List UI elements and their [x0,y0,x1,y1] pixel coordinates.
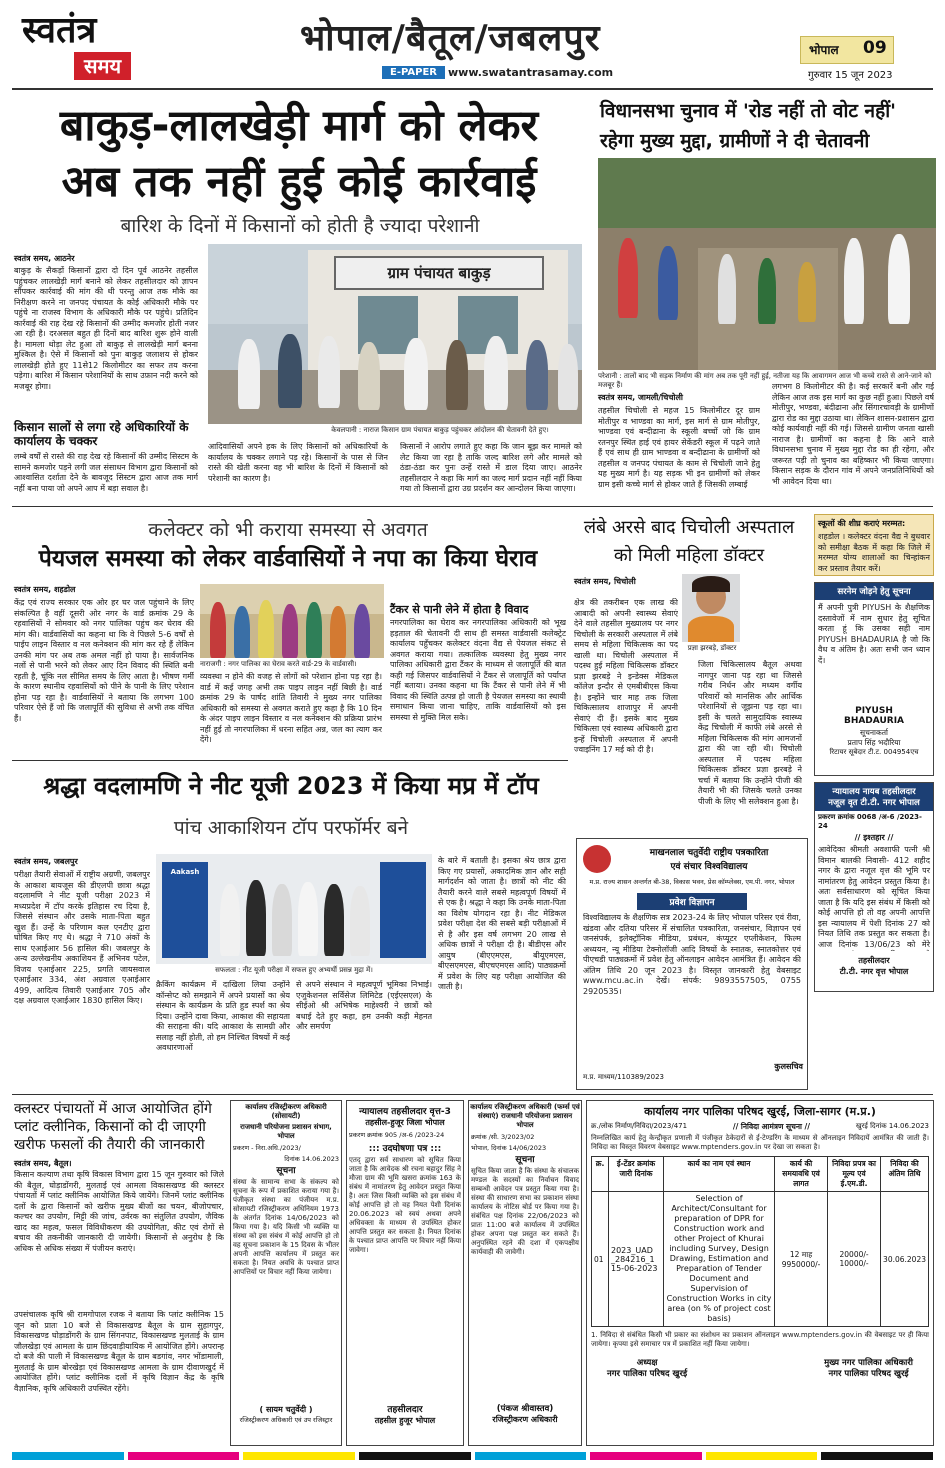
court-notice-header [815,783,933,811]
rule-3 [12,1094,933,1095]
university-name2: एवं संचार विश्वविद्यालय [670,862,748,872]
name-change-notice [814,582,934,776]
tender-sign-right2: नगर पालिका परिषद खुरई [828,1369,909,1379]
tehsil-notice-2 [346,1100,464,1446]
cluster-byline: स्वतंत्र समय, बैतूल। [14,1159,72,1168]
lead-headline-line1: बाकुड़-लालखेड़ी मार्ग को लेकर [59,101,539,151]
th-last-date: निविदा की अंतिम तिथि [881,1157,929,1192]
masthead-rule [12,88,933,90]
notice1-sign: ( सायम चतुर्वेदी ) [259,1405,313,1414]
lead-subheading: किसान सालों से लगा रहे अधिकारियों के कार्यालय के चक्कर [14,420,189,448]
td-tender-no: 2023_UAD _284216_1 15-06-2023 [609,1192,664,1327]
water-body-col1: केंद्र एवं राज्य सरकार एक ओर हर घर जल पहुंचाने के लिए संकल्पित है वहीं दूसरी ओर नगर के वार्ड क्रमांक 29 के रहवासियों ने सोमवार को नगर पालिका पहुंच कर घेराव की मांग की। वार्डवासियों का कहना था कि वे पिछले 5-6 वर्षों से पाईप लाइन विस्तार व नल कनेक्शन की मांग कर रहे हैं लेकिन उनकी मांग पर अब तक अमल नहीं हो पाया है। सार्वजनिक नलों से पानी भरने को लेकर आए दिन विवाद की स्थिति बनी रहती है, चूंकि नल सीमित समय के लिए आता है। भीषण गर्मी के कारण स्थानीय रहवासियों को पीने के पानी के लिए परेशान होना पड़ रहा है। वार्डवासियों ने बताया कि लगभग 100 परिवार ऐसे हैं जो कि जलापूर्ति की सुविधा से अभी तक वंचित हैं। [14,598,194,723]
logo [22,8,162,86]
water-photo [200,584,384,658]
gram-panchayat-sign [334,256,544,290]
cluster-headline-line2: प्लांट क्लीनिक, किसानों को दी जाएगी [14,1119,206,1135]
lead-body-col3: किसानों ने आरोप लगाते हुए कहा कि जान बूझ कर मामले को लेट किया जा रहा है ताकि जल्द बारिश लगे और मामले को ठंडा-ठंडा कर पुनः उन्हें रास्ते में डाल दिया जाए। आठनेर तहसीलदार ने कहा कि मार्ग का जल्द मार्ग प्रदान नहीं नहीं किया गया तो किसानों द्वारा उग्र प्रदर्शन कर आन्दोलन किया जाएगा। [400,442,582,493]
doctor-photo-caption: प्रज्ञा झरबड़े, डॉक्टर [687,644,737,652]
name-change-sign: प्रताप सिंह भदौरिया [847,738,901,747]
tender-date: खुरई दिनांक 14.06.2023 [855,1122,929,1130]
school-repair-box [814,514,934,576]
notice3-case: क्रमांक /सी. 3/2023/02 [471,1133,535,1141]
rule-2 [12,760,568,761]
doctor-headline-line1: लंबे अरसे बाद चिचोली अस्पताल [583,517,795,538]
water-photo-caption: नाराजगी : नगर पालिका का घेराव करते वार्ड-29 के वार्डवासी। [200,660,357,668]
td-period: 12 माह 9950000/- [775,1192,828,1327]
society-notice-1 [230,1100,342,1446]
neet-banner-left [162,862,208,958]
court-notice-case: प्रकरण क्रमांक 0068 /अ-6 /2023-24 [818,813,922,830]
th-work: कार्य का नाम एवं स्थान [664,1157,775,1192]
rule-1 [12,506,933,507]
school-repair-body: शहडोल । कलेक्टर वंदना वैद्य ने बुधवार को समीक्षा बैठक में कहा कि जिले में मरम्मत योग्य शालाओं का चिन्हांकन कर प्रस्ताव तैयार करें। [818,532,930,572]
doctor-photo [682,574,740,642]
tender-sign-left1: अध्यक्ष [636,1358,658,1368]
water-body-col3: नगरपालिका का घेराव कर नगरपालिका अधिकारी को भूख हड़ताल की चेतावनी दी साथ ही समस्त वार्डवासी कलेक्ट्रेट कार्यालय पहुँचकर कलेक्टर वंदना वैद्य से पेयजल संकट से अवगत कराया गया। तत्कालिक व्यवस्था हेतु मुख्य नगर पालिका अधिकारी द्वारा टैंकर के माध्यम से जलापूर्ति की बात कही गई जिसपर वार्डवासियों ने टैंकर से जलापूर्ति को पर्याप्त नहीं बताया। उनका कहना था कि टैंकर से पानी लेने में भी विवाद की स्थिति उत्पन्न हो जाती है पेयजल समस्या का स्थायी समाधान किया जाना चाहिए, ताकि वार्डवासियों को इस समस्या से मुक्ति मिल सके। [390,618,566,722]
lead-body-col2: आदिवासियों अपने हक के लिए किसानों को अधिकारियों के कार्यालय के चक्कर लगाने पड़ रहे। किसानों के पास से जिन रास्ते की खेती करना वह भी बारिश के दिनों में किसानों को परेशानी का कारण है। [208,442,388,483]
road-body-col1: तहसील चिचोली से महज 15 किलोमीटर दूर ग्राम मोतीपुर व भाण्डवा का मार्ग, इस मार्ग से ग्राम मोतीपुर, भाण्डवा एवं बन्दीढाना के स्कूली बच्चों जो कि ग्राम रतनपुर स्थित हाई एवं हायर सेकेंडरी स्कूल में पढ़ने जाते हैं एवं साथ ही ग्राम भाण्डवा व बन्दीढाना के ग्रामीणों को तहसील व जनपद पंचायत के काम से चिचोली जाने हेतु यह मुख्य मार्ग है। यह सड़क भी इन ग्रामीणों को लेकर ग्राम इसी कच्चे मार्ग से होकर जाते हैं जिसकी लम्बाई [598,406,760,489]
logo-top: स्वतंत्र [22,9,97,51]
neet-body-col3: से अपने संस्थान ने महत्वपूर्ण भूमिका निभाई। एजुकेशनल सर्विसेज लिमिटेड (एईएसएल) के सीईओ श्री अभिषेक माहेश्वरी ने छात्रों को बधाई देते हुए कहा, हम उनकी कड़ी मेहनत और समर्पण [296,980,432,1031]
th-period: कार्य की समयावधि एवं लागत [775,1157,828,1192]
court-notice-sign2: टी.टी. नगर वृत्त भोपाल [839,967,909,976]
road-byline: स्वतंत्र समय, जामली/चिचोली [598,393,683,402]
neet-photo [156,854,432,964]
notice3-sign: (पंकज श्रीवास्तव) [496,1404,554,1414]
website[interactable]: www.swatantrasamay.com [448,66,614,79]
logo-bottom: समय [74,52,131,80]
edition-title: भोपाल/बैतूल/जबलपुर [300,18,601,59]
lead-body-col1: बाकुड़ के सैकड़ों किसानों द्वारा दो दिन पूर्व आठनेर तहसील पहुंचकर लालखेड़ी मार्ग बनाने को लेकर तहसीलदार को ज्ञापन सौंपकर कार्रवाई की मांग की थी परन्तु आज तक मौके का निरीक्षण करने ना जनपद पंचायत के कोई अधिकारी मौके पर पहुंचे ना राजस्व विभाग के अधिकारी मौके पर पहुंचे। प्रतिदिन कार्रवाई की राह देख रहे किसानों की उम्मीद कमजोर होती नजर आ रही है। दरअसल बहुत ही दिनों बाद बारिश शुरू होने वाली है। मामला थोड़ा लेट हुआ तो बाकुड़ से लालखेड़ी मार्ग बनना मुश्किल है। ऐसे में किसानों को पुनः बाकुड़ जलाशय से होकर लालखेड़ी होते हुए 11से12 किलोमीटर का सफर तय करना पड़ेगा। बारिश में किसान परेशानियों के साथ उफ़ान नदी करने को मजबूर होगा। [14,266,198,391]
td-sn: 01 [592,1192,609,1327]
name-change-sign-label: सूचनाकर्ता [860,728,888,737]
masthead [0,0,945,92]
name-change-body: मैं अपनी पुत्री PIYUSH के शैक्षणिक दस्तावेजों में नाम सुधार हेतु सूचित करता हूं कि उसका सही नाम PIYUSH BHADAURIA है जो कि वैध व अंतिम है। अतः सभी जन ध्यान दें। [818,603,930,665]
name-change-name1: PIYUSH [855,706,893,716]
court-notice-sign1: तहसीलदार [858,956,890,965]
notice1-case: प्रकरण - निरा.अधि./2023/ [233,1144,301,1152]
society-notice-3 [468,1100,582,1446]
university-logo [583,845,611,873]
issue-date: गुरुवार 15 जून 2023 [808,70,893,81]
tender-intro: निम्नलिखित कार्य हेतु केन्द्रीकृत प्रणाली में पंजीकृत ठेकेदारों से ई-टेण्डरिंग के माध्यम से ऑनलाइन निविदायें आमंत्रित की जाती हैं। निविदा का विस्तृत विवरण वेबसाइट www.mptenders.gov.in पर देखा जा सकता है। [591,1134,929,1151]
notice3-body: सूचित किया जाता है कि संस्था के संचालक मण्डल के सदस्यों का निर्वाचन विवाद सम्बन्धी आवेदन पत्र प्रस्तुत किया गया है। संस्था की साधारण सभा का प्रकाशन संस्था कार्यालय के नोटिस बोर्ड पर किया गया है। संबंधित पक्ष दिनांक 22/06/2023 को प्रातः 11:00 बजे कार्यालय में उपस्थित होकर अपना पक्ष प्रस्तुत कर सकते हैं। अनुपस्थित रहने की दशा में एकपक्षीय कार्यवाही की जावेगी। [471,1167,579,1256]
court-notice-title2: नजूल वृत टी.टी. नगर भोपाल [828,798,920,808]
tender-note: 1. निविदा से संबंधित किसी भी प्रकार का संशोधन का प्रकाशन ऑनलाइन www.mptenders.gov.in की वेबसाइट पर ही किया जायेगा। कृपया इसे समाचार पत्र में प्रकाशित नहीं किया जायेगा। [591,1331,929,1348]
tender-header-row [592,1157,929,1192]
doctor-byline: स्वतंत्र समय, चिचोली [574,577,636,586]
court-notice-heading: // इश्तहार // [854,833,894,842]
notice3-title2: संस्थाएं) राजधानी परियोजना प्रशासन भोपाल [477,1112,573,1129]
tender-table [591,1156,929,1327]
notice3-date: भोपाल, दिनांक 14/06/2023 [471,1144,547,1152]
notice2-heading: ::: उदघोषणा पत्र ::: [368,1144,442,1154]
th-fee: निविदा प्रपत्र का मूल्य एवं ई.एम.डी. [828,1157,881,1192]
lead-body-col1b: लम्बे वर्षों से रास्ते की राह देख रहे किसानों की उम्मीद सिस्टम के सामने कमजोर पड़ने लगी जल संसाधन विभाग द्वारा किसानों को आश्वासित दर्शाता देने के बावजूद सिस्टम द्वारा आज तक मार्ग नहीं बना पाया जो अपने आप में बड़ा सवाल है। [14,452,198,493]
notice2-sign: तहसीलदार [387,1405,423,1415]
court-notice-body: आवेदिका श्रीमती अवशाफी पत्नी श्री विमान बालकी निवासी- 412 शहीद नगर के द्वारा नजूल वृत्त की भूमि पर नामांतरण हेतु आवेदन प्रस्तुत किया है। अतः सर्वसाधारण को सूचित किया जाता है कि यदि इस संबंध में किसी को कोई आपत्ति हो तो वह अपनी आपत्ति इस न्यायालय में पेशी दिनांक 27 को नियत तिथि तक प्रस्तुत कर सकता है। आज दिनांक 13/06/23 को मेरे [818,845,930,949]
notice1-sign2: रजिस्ट्रीकरण अधिकारी एवं उप रजिस्ट्रार [239,1416,333,1424]
school-repair-title: स्कूलों की शीघ्र कराएं मरम्मत: [818,519,906,528]
table-row [592,1192,929,1327]
lead-headline-line2: अब तक नहीं हुई कोई कार्रवाई [61,157,537,207]
notice2-case: प्रकरण क्रमांक 905 /अ-6 /2023-24 [349,1131,445,1139]
sign-text: ग्राम पंचायत बाकुड़ [387,264,491,282]
name-change-name2: BHADAURIA [843,716,905,726]
water-byline: स्वतंत्र समय, शहडोल [14,585,76,594]
university-name1: माखनलाल चतुर्वेदी राष्ट्रीय पत्रकारिता [649,848,769,858]
water-kicker: कलेक्टर को भी कराया समस्या से अवगत [148,519,428,541]
page-number: 09 [863,38,887,58]
university-body: विश्वविद्यालय के शैक्षणिक सत्र 2023-24 के लिए भोपाल परिसर एवं रीवा, खंडवा और दतिया परिसर में संचालित पत्रकारिता, जनसंचार, विज्ञापन एवं जनसंपर्क, इलेक्ट्रॉनिक मीडिया, प्रबंधन, कंप्यूटर एप्लीकेशन, फिल्म अध्ययन, न्यू मीडिया टेक्नोलॉजी आदि विषयों के स्नातक, स्नातकोत्तर एवं पीएचडी पाठ्यक्रमों में प्रवेश हेतु ऑनलाइन आवेदन आमंत्रित हैं। आवेदन की अंतिम तिथि 20 जून 2023 है। विस्तृत जानकारी हेतु वेबसाइट www.mcu.ac.in देखें। संपर्क: 9893557505, 0755 2920535। [583,913,801,996]
td-last-date: 30.06.2023 [881,1192,929,1327]
lead-photo [208,244,582,424]
notice2-title1: न्यायालय तहसीलदार वृत्त-3 [359,1107,451,1117]
notice1-heading: सूचना [276,1166,296,1176]
notice3-sign2: रजिस्ट्रीकरण अधिकारी [492,1415,558,1424]
neet-body-col2: क्रैकिंग कार्यक्रम में दाखिला लिया उन्होंने कॉन्सेप्ट को समझाने में अपने प्रयासों का श्रेय संस्थान के कार्यक्रम के प्रति हुड स्पर्श का श्रेय दिया। उन्होंने दावा किया, आकाश की सहायता की सराहना की। यदि आकाश के सामग्री और सलाह नहीं होती, तो हम निश्चित विषयों में कई अवधारणाओं [156,980,290,1052]
cluster-body2: उपसंचालक कृषि श्री रामगोपाल रजक ने बताया कि प्लांट क्लीनिक 15 जून को प्रातः 10 बजे से विकासखण्ड बैतूल के ग्राम सुहागपुर, विकासखण्ड घोड़ाडोंगरी के ग्राम सिंगनपाट, विकासखण्ड मुलताई के ग्राम जौलखेड़ा एवं आमला के ग्राम छिंदवाड़ीयायिक में आयोजित होंगे। अपरान्ह दो बजे की पाली में विकासखण्ड बैतूल के ग्राम बडगांव, नगर भोंडामाली, मुलताई के ग्राम बोरखेड़ा एवं विकासखण्ड आमला के ग्राम दीवाणखुर्द में आयोजित होंगे। प्लांट क्लीनिक दलों में कृषि विज्ञान केंद्र के कृषि वैज्ञानिक, कृषि अधिकारी उपस्थित रहेंगे। [14,1310,224,1393]
lead-subhead: बारिश के दिनों में किसानों को होती है ज्यादा परेशानी [120,215,480,237]
epaper-badge: E-PAPER [382,66,445,79]
td-work: Selection of Architect/Consultant for preparation of DPR for Construction work and other Project of Khurai including Survey, Design Drawing, Estimation and Preparation of Tender Document and Supervision of Construction Works in city area (on % of project cost basis) [664,1192,775,1327]
water-subheading: टैंकर से पानी लेने में होता है विवाद [390,603,529,616]
notice1-date: दिनांक 14.06.2023 [284,1155,339,1163]
cluster-headline-line3: खरीफ फसलों की तैयारी की जानकारी [14,1137,205,1153]
tender-sign-right1: मुख्य नगर पालिका अधिकारी [824,1358,913,1368]
cluster-body1: किसान कल्याण तथा कृषि विकास विभाग द्वारा 15 जून गुरुवार को जिले की बैतूल, घोड़ाडोंगरी, मुलताई एवं आमला विकासखण्ड की क्लस्टर पंचायतों में प्लांट क्लीनिक आयोजित किये जायेंगे। जिनमें प्लांट क्लीनिक दलों के द्वारा किसानों को खरीफ मुख्य बीजों का चयन, बीजोपचार, कल्चर का उपयोग, मिट्टी की जांच, उर्वरक का संतुलित उपयोग, जैविक खाद का महत्व, फसल विविधीकरण की उपयोगिता, कीट एवं रोगों से बचाव की तकनीकी जानकारी दी जायेगी। किसानों से अनुरोध है कि अधिक से अधिक संख्या में पंजीयन कराएं। [14,1170,224,1253]
th-tender-no: ई-टेंडर क्रमांक जारी दिनांक [609,1157,664,1192]
name-change-sign2: रिटायर सूबेदार टी.ट. 004954एच [829,748,919,756]
neet-body-col1: परीक्षा तैयारी सेवाओं में राष्ट्रीय अग्रणी, जबलपुर के आकाश बायजूस की डीएलपी छात्रा श्रद्धा वदलामणि ने नीट यूजी परीक्षा 2023 में मध्यप्रदेश में टॉप करके इतिहास रच दिया है, जिससे संस्थान और उसके माता-पिता बहुत खुश हैं। उन्हें के परिणाम कल एनटीए द्वारा घोषित किए गए थे। श्रद्धा ने 710 अंकों के साथ एआईआर 56 हासिल की। जबलपुर के अन्य उल्लेखनीय अकाशियन हैं अभिनव पटेल, विजय एआईआर 225, प्रगति जायसवाल एआईआर 334, अंश अग्रवाल एआईआर 499, आदित्य तिवारी एआईआर 705 और दक्ष अग्रवाल एआईआर 1830 हासिल किए। [14,870,150,1005]
lead-byline: स्वतंत्र समय, आठनेर [14,254,75,263]
color-registration-strip [12,1452,933,1460]
doctor-headline-line2: को मिली महिला डॉक्टर [613,545,765,566]
university-address: म.प्र. राज्य शासन अन्तर्गत बी-38, विकास भवन, प्रेस कॉम्प्लेक्स, एम.पी. नगर, भोपाल [589,878,795,886]
neet-subhead: पांच आकाशियन टॉप परफॉर्मर बने [173,817,409,839]
neet-banner-text: Aakash [170,868,200,876]
road-photo [598,158,936,370]
road-headline-line2: रहेगा मुख्य मुद्दा, ग्रामीणों ने दी चेतावनी [600,130,870,152]
city: भोपाल [809,43,839,57]
university-ref: म.प्र. माध्यम/110389/2023 [583,1073,664,1081]
notice1-title1: कार्यालय रजिस्ट्रीकरण अधिकारी (सोसायटी) [245,1103,327,1120]
name-change-title: सरनेम जोड़ने हेतु सूचना [815,583,933,600]
water-headline: पेयजल समस्या को लेकर वार्डवासियों ने नपा का किया घेराव [38,546,538,572]
tender-heading: // निविदा आमंत्रण सूचना // [732,1122,811,1131]
tender-ref: क्र./लोक निर्माण/निविदा/2023/471 [591,1122,688,1130]
notice2-sign2: तहसील हुजूर भोपाल [374,1416,436,1425]
university-heading: प्रवेश विज्ञापन [637,893,747,910]
university-sign: कुलसचिव [774,1062,803,1071]
neet-banner-right [380,862,426,958]
court-notice [814,782,934,992]
road-photo-caption: परेशानी : तालों बाद भी सड़क निर्माण की मांग अब तक पूरी नहीं हुई, नतीजा यह कि आवागमन आज भी कच्चे रास्ते से आने-जाने को मजबूर हैं। [598,372,932,389]
water-body-col2: व्यवस्था न होने की वजह से लोगों को परेशान होना पड़ रहा है। वार्ड में कई जगह अभी तक पाइप लाइन नहीं बिछी है। वार्ड क्रमांक 29 के पार्षद शांति तिवारी ने मुख्य नगर पालिका अधिकारी को समस्या से अवगत कराते हुए कहा है कि 10 दिन के अंदर पाइप लाइन विस्तार व नल कनेक्शन की प्रक्रिया प्रारंभ नहीं हुई तो नगरपालिका में धरना सहित अन्न, जल का त्याग कर देंगे। [200,672,382,744]
doctor-body-col1: क्षेत्र की तकरीबन एक लाख की आबादी को अपनी स्वास्थ्य सेवाएं देने वाले तहसील मुख्यालय पर नगर चिचोली के सरकारी अस्पताल में लंबे समय से महिला चिकित्सक का पद खाली था। चिचोली अस्पताल में पदस्थ हुई महिला चिकित्सक डॉक्टर प्रज्ञा झरबड़े ने इन्डेक्स मेडिकल कॉलेज इन्दौर से एमबीबीएस किया है। इन्होंने चार माह तक जिला चिकित्सालय शाजापुर में अपनी सेवाएं दी हैं। इसके बाद मुख्य चिकित्सा एवं स्वास्थ्य अधिकारी द्वारा इन्हें चिचोली अस्पताल में अपनी ज्वाइनिंग 17 मई को दी है। [574,598,678,754]
cluster-headline-line1: क्लस्टर पंचायतों में आज आयोजित होंगे [14,1101,212,1117]
tender-notice [586,1100,934,1446]
court-notice-title1: न्यायालय नायब तहसीलदार [832,787,916,797]
notice3-title1: कार्यालय रजिस्ट्रीकरण अधिकारी (फर्म्स एवं [470,1103,580,1111]
city-badge [800,36,894,64]
neet-photo-caption: सफलता : नीट यूजी परीक्षा में सफल हुए अभ्यर्थी प्रसन्न मुद्रा में। [215,966,373,974]
th-sn: क्र. [592,1157,609,1192]
neet-byline: स्वतंत्र समय, जबलपुर [14,857,78,866]
doctor-body-col2: जिला चिकित्सालय बैतूल अथवा नागपुर जाना पड़ रहा था जिससे गरीब निर्धन और मध्यम वर्गीय परिवारों को मानसिक और आर्थिक परेशानियों से जूझना पड़ रहा था। इसी के चलते सामुदायिक स्वास्थ्य केंद्र चिचोली में काफी लंबे अरसे से महिला चिकित्सक की मांग आमजनों द्वारा की जा रही थी। चिचोली अस्पताल में पदस्थ महिला चिकित्सक डॉक्टर प्रज्ञा झरबड़े ने चर्चा में बताया कि उन्होंने पीजी की तैयारी भी की जिसके चलते उनका पीजी के लिए भी सलेक्शन हुआ है। [698,660,802,806]
lead-photo-caption: केवलपानी : नाराज किसान ग्राम पंचायत बाकुड़ पहुंचकर आंदोलन की चेतावनी देते हुए। [331,426,549,434]
university-ad [576,838,808,1090]
neet-headline: श्रद्धा वदलामणि ने नीट यूजी 2023 में किया मप्र में टॉप [43,772,539,800]
notice1-body: संस्था के सामान्य सभा के संकल्प को सूचना के रूप में प्रकाशित कराया गया है। पंजीकृत संस्था का पंजीयन म.प्र. सोसायटी रजिस्ट्रीकरण अधिनियम 1973 के अंतर्गत दिनांक 14/06/2023 को किया गया है। यदि किसी भी व्यक्ति या संस्था को इस संबंध में कोई आपत्ति हो तो वह सूचना प्रकाशन के 15 दिवस के भीतर अपनी आपत्ति कार्यालय में प्रस्तुत कर सकता है। नियत अवधि के पश्चात प्राप्त आपत्तियों पर विचार नहीं किया जायेगा। [233,1178,339,1276]
tender-title: कार्यालय नगर पालिका परिषद खुरई, जिला-सागर (म.प्र.) [644,1105,876,1118]
road-headline-line1: विधानसभा चुनाव में 'रोड नहीं तो वोट नहीं' [600,100,896,122]
notice1-title2: राजधानी परियोजना प्रशासन संभाग, भोपाल [240,1123,332,1140]
road-body-col2: लगभग 8 किलोमीटर की है। कई सरकारें बनी और गई लेकिन आज तक इस मार्ग का कुछ नहीं हुआ। पिछले वर्ष मोतीपुर, भण्डवा, बंदीढाना और सिंगारचावड़ी के ग्रामीणों द्वारा रोड का मुद्दा उठाया था। लेकिन शासन-प्रशासन द्वारा कोई कार्यवाही नहीं की गई। जिससे ग्रामीण जनता खासी नाराज है। ग्रामीणों का कहना है कि आने वाले विधानसभा चुनाव में मुख्य मुद्दा रोड का ही रहेगा, और जरूरत पड़ी तो चुनाव का बहिष्कार भी किया जाएगा। किसान सड़क के दौरान गांव में अपने जनप्रतिनिधियों को भी आवेदन दिया था। [772,382,934,486]
notice2-body: एतद् द्वारा सर्व साधारण को सूचित किया जाता है कि आवेदक श्री रचना बहादुर सिंह ने मौजा ग्राम की भूमि खसरा क्रमांक 163 के संबंध में नामांतरण हेतु आवेदन प्रस्तुत किया है। अतः जिस किसी व्यक्ति को इस संबंध में कोई आपत्ति हो तो वह नियत पेशी दिनांक 20.06.2023 को स्वयं अथवा अपने अधिवक्ता के माध्यम से उपस्थित होकर आपत्ति प्रस्तुत कर सकता है। नियत दिनांक के पश्चात प्राप्त आपत्ति पर विचार नहीं किया जावेगा। [349,1156,462,1254]
notice2-title2: तहसील-हुजूर जिला भोपाल [365,1118,445,1127]
tender-sign-left2: नगर पालिका परिषद खुरई [607,1369,688,1379]
td-fee: 20000/- 10000/- [828,1192,881,1327]
notice3-heading: सूचना [515,1155,535,1165]
neet-body-col4: के बारे में बताती है। इसका श्रेय छात्र द्वारा किए गए प्रयासों, अकादमिक ज्ञान और सही मार्गदर्शन को जाता है। छात्रों को नीट की तैयारी करने वाले सबसे महत्वपूर्ण विषयों में से एक है। श्रद्धा ने कहा कि उनके माता-पिता का विशेष योगदान रहा है। नीट मेडिकल प्रवेश परीक्षा देश की सबसे बड़ी परीक्षाओं में से है और इस वर्ष लगभग 20 लाख से अधिक छात्रों ने परीक्षा दी है। बीडीएस और आयुष (बीएएमएस, बीयूएमएस, बीएसएमएस, बीएचएमएस आदि) पाठ्यक्रमों में प्रवेश के लिए यह परीक्षा आयोजित की जाती है। [438,856,566,991]
